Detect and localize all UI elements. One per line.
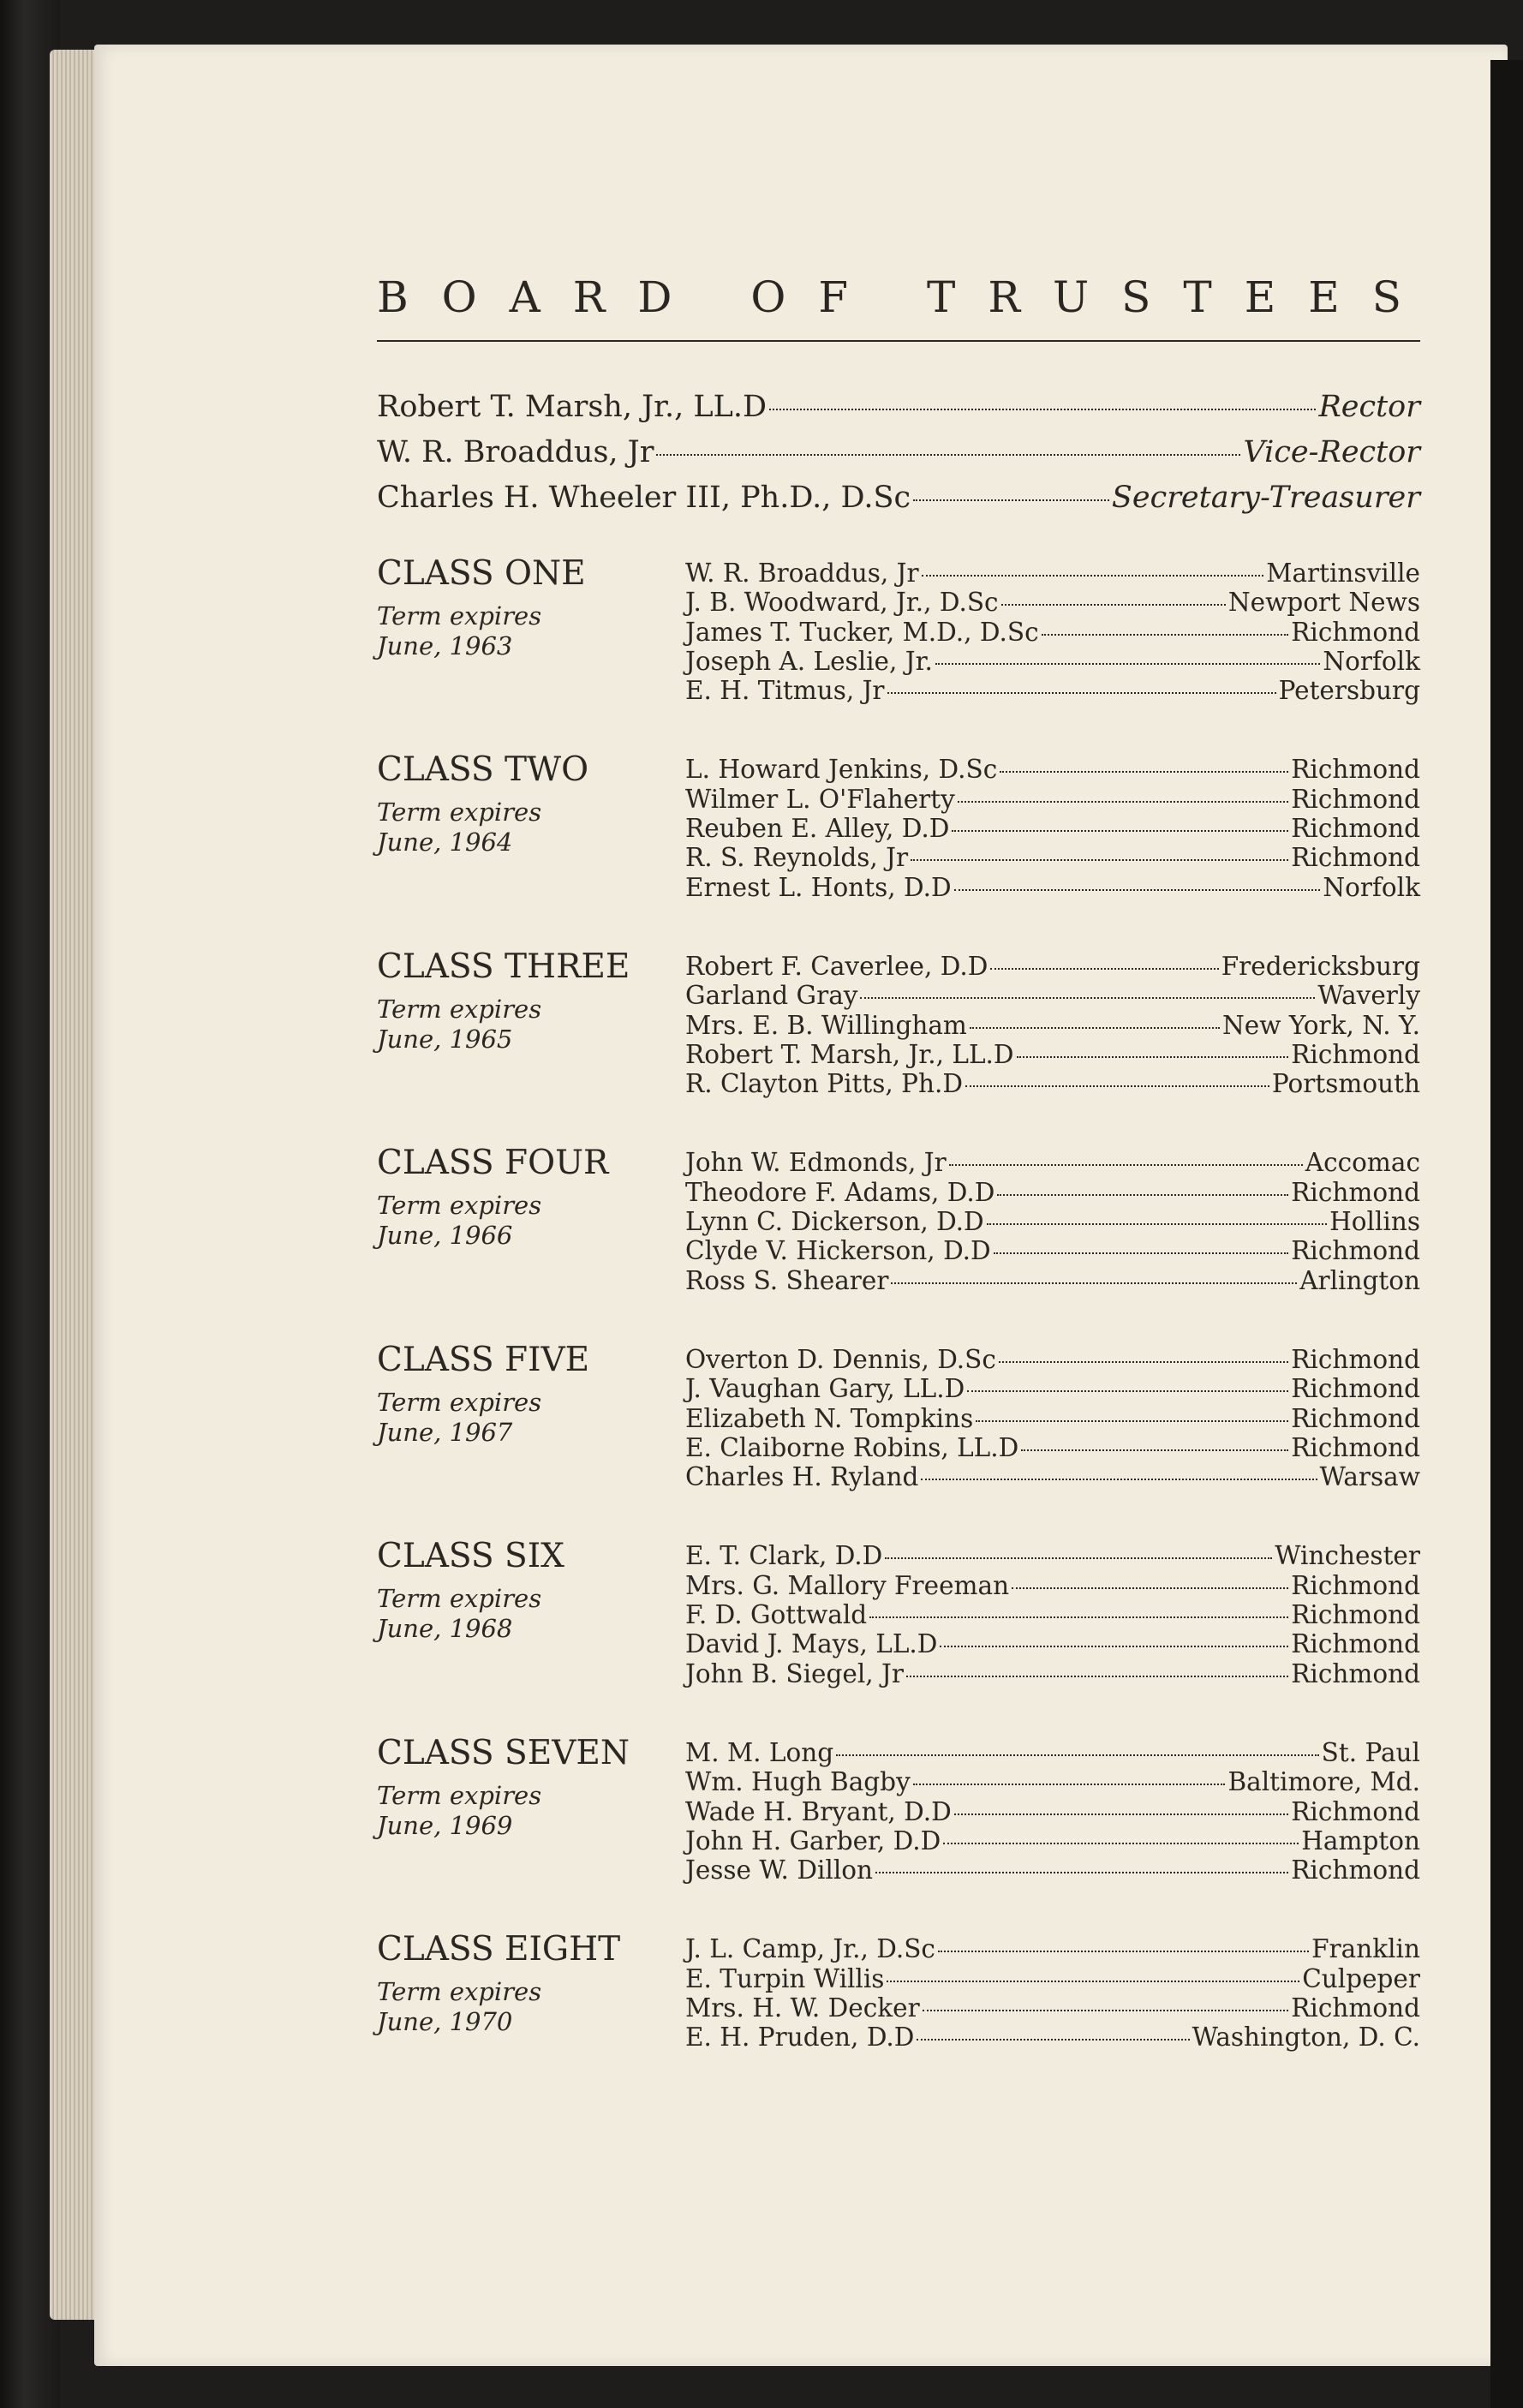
member-name: John H. Garber, D.D [685,1825,941,1855]
member-place: Richmond [1291,1855,1420,1885]
member-name: E. T. Clark, D.D [685,1541,883,1571]
member-name: Wade H. Bryant, D.D [685,1796,952,1826]
term-year: June, 1967 [377,1417,513,1447]
right-page-shadow [1490,60,1523,2408]
dot-leader [913,1784,1226,1785]
member-name: Wilmer L. O'Flaherty [685,784,955,814]
member-name: E. Claiborne Robins, LL.D [685,1432,1019,1462]
member-name: Ernest L. Honts, D.D [685,872,952,902]
class-label [377,750,685,901]
member-row [685,873,1420,902]
member-place: Arlington [1299,1265,1420,1295]
member-place: Hollins [1329,1207,1420,1237]
member-row [685,1964,1420,1993]
officer-role: Secretary-Treasurer [1111,481,1420,515]
dot-leader [906,1676,1288,1677]
term-expires-label: Term expires [377,1780,542,1810]
member-name: Ross S. Shearer [685,1265,889,1295]
member-place: Petersburg [1278,676,1420,706]
officer-role: Rector [1318,390,1420,424]
member-place: Richmond [1291,1658,1420,1688]
term-expires-label: Term expires [377,994,542,1024]
class-name: CLASS ONE [377,554,586,593]
member-name: Wm. Hugh Bagby [685,1767,911,1797]
dot-leader [943,1843,1299,1844]
class-block [377,1536,1420,1688]
member-name: E. Turpin Willis [685,1963,885,1993]
member-name: J. L. Camp, Jr., D.Sc [685,1934,935,1964]
member-row [685,1178,1420,1207]
dot-leader [1017,1056,1289,1058]
member-row [685,1345,1420,1374]
member-place: Martinsville [1266,559,1420,588]
term-expires-label: Term expires [377,798,542,828]
member-row [685,618,1420,647]
page-content [377,272,1434,2097]
member-row [685,814,1420,843]
member-name: Reuben E. Alley, D.D [685,814,950,844]
dot-leader [994,1252,1289,1254]
member-row [685,785,1420,814]
class-name: CLASS SIX [377,1537,564,1576]
dot-leader [891,1282,1297,1284]
term-expires-label: Term expires [377,1584,542,1614]
member-name: Charles H. Ryland [685,1462,919,1492]
member-row [685,843,1420,872]
class-label [377,1536,685,1688]
member-row [685,1855,1420,1885]
dot-leader [1000,771,1288,773]
member-name: R. Clayton Pitts, Ph.D [685,1069,963,1099]
member-row [685,1236,1420,1265]
member-name: Mrs. E. B. Willingham [685,1010,967,1040]
member-row [685,1374,1420,1403]
dot-leader [990,968,1218,970]
member-row [685,1826,1420,1855]
dot-leader [958,801,1288,803]
dot-leader [999,1361,1288,1363]
member-place: Richmond [1291,617,1420,647]
member-row [685,952,1420,981]
term-year: June, 1969 [377,1810,513,1840]
member-row [685,1148,1420,1177]
member-place: Richmond [1291,1796,1420,1826]
members-list [685,1541,1420,1688]
term-expires-label: Term expires [377,1387,542,1417]
member-place: Richmond [1291,1570,1420,1600]
dot-leader [987,1223,1327,1225]
member-row [685,1462,1420,1491]
member-place: Richmond [1291,755,1420,785]
term-year: June, 1968 [377,1614,513,1644]
member-name: Elizabeth N. Tompkins [685,1403,974,1433]
member-place: Fredericksburg [1221,951,1420,981]
members-list [685,559,1420,705]
class-name: CLASS EIGHT [377,1930,621,1969]
member-place: Richmond [1291,1039,1420,1069]
class-block [377,1340,1420,1491]
dot-leader [997,1194,1288,1196]
member-row [685,1797,1420,1826]
member-name: Mrs. G. Mallory Freeman [685,1570,1010,1600]
member-row [685,1767,1420,1796]
officer-row [377,385,1420,430]
member-name: Robert T. Marsh, Jr., LL.D [685,1039,1014,1069]
member-row [685,1011,1420,1040]
class-label [377,1143,685,1294]
class-block [377,947,1420,1098]
member-row [685,559,1420,588]
officers-list [377,385,1420,521]
class-label [377,947,685,1098]
member-place: Norfolk [1323,646,1420,676]
member-row [685,676,1420,705]
dot-leader [769,409,1316,410]
dot-leader [875,1872,1288,1873]
member-name: L. Howard Jenkins, D.Sc [685,755,998,785]
title-rule [377,340,1420,342]
member-row [685,981,1420,1010]
dot-leader [913,499,1109,501]
member-row [685,2023,1420,2052]
member-name: Overton D. Dennis, D.Sc [685,1344,996,1374]
member-place: Richmond [1291,1344,1420,1374]
member-place: Richmond [1291,1177,1420,1207]
class-name: CLASS SEVEN [377,1733,630,1772]
member-name: Theodore F. Adams, D.D [685,1177,995,1207]
dot-leader [911,859,1288,861]
officer-name: Robert T. Marsh, Jr., LL.D [377,390,767,424]
member-row [685,647,1420,676]
member-row [685,1266,1420,1295]
member-place: Richmond [1291,1993,1420,2023]
member-name: Robert F. Caverlee, D.D [685,951,988,981]
term-year: June, 1970 [377,2007,513,2037]
member-place: Richmond [1291,1403,1420,1433]
classes-list [377,553,1420,2052]
member-name: Clyde V. Hickerson, D.D [685,1236,991,1266]
member-place: Franklin [1311,1934,1420,1964]
member-name: Jesse W. Dillon [685,1855,874,1885]
class-label [377,1929,685,2052]
class-block [377,1733,1420,1885]
member-row [685,1600,1420,1629]
class-block [377,1143,1420,1294]
officer-name: Charles H. Wheeler III, Ph.D., D.Sc [377,481,911,515]
member-place: Richmond [1291,1629,1420,1659]
member-row [685,1571,1420,1600]
dot-leader [970,1027,1220,1029]
member-place: Warsaw [1319,1462,1420,1492]
class-block [377,1929,1420,2052]
dot-leader [949,1164,1303,1166]
member-name: J. B. Woodward, Jr., D.Sc [685,588,999,618]
dot-leader [952,830,1288,832]
class-name: CLASS FOUR [377,1144,609,1183]
member-place: New York, N. Y. [1221,1010,1420,1040]
member-row [685,1040,1420,1069]
class-label [377,1733,685,1885]
member-name: J. Vaughan Gary, LL.D [685,1374,965,1404]
member-name: F. D. Gottwald [685,1600,868,1630]
members-list [685,1148,1420,1294]
member-row [685,1069,1420,1098]
member-row [685,1993,1420,2023]
dot-leader [940,1646,1288,1647]
term-year: June, 1963 [377,631,513,660]
member-name: E. H. Titmus, Jr [685,676,885,706]
member-row [685,1207,1420,1236]
members-list [685,1738,1420,1885]
class-block [377,750,1420,901]
member-place: Richmond [1291,1600,1420,1630]
member-place: Richmond [1291,843,1420,873]
member-place: Hampton [1301,1825,1420,1855]
member-place: Richmond [1291,1432,1420,1462]
dot-leader [954,889,1321,891]
class-name: CLASS TWO [377,750,589,790]
member-name: Mrs. H. W. Decker [685,1993,920,2023]
dot-leader [917,2039,1189,2041]
members-list [685,1345,1420,1491]
members-list [685,755,1420,901]
member-place: Newport News [1227,588,1420,618]
dot-leader [869,1616,1288,1618]
member-name: David J. Mays, LL.D [685,1629,938,1659]
member-row [685,1659,1420,1688]
class-name: CLASS FIVE [377,1340,590,1379]
term-year: June, 1965 [377,1024,513,1054]
class-label [377,1340,685,1491]
member-place: Norfolk [1323,872,1420,902]
member-row [685,1629,1420,1658]
member-place: Accomac [1305,1148,1420,1178]
dot-leader [1001,604,1226,606]
member-place: Culpeper [1302,1963,1420,1993]
dot-leader [836,1754,1318,1756]
member-row [685,1404,1420,1433]
member-name: John B. Siegel, Jr [685,1658,904,1688]
dot-leader [887,1981,1299,1982]
member-row [685,1934,1420,1963]
member-place: Richmond [1291,784,1420,814]
dot-leader [935,663,1320,665]
member-name: E. H. Pruden, D.D [685,2023,915,2052]
member-name: John W. Edmonds, Jr [685,1148,947,1178]
member-place: Washington, D. C. [1192,2023,1420,2052]
member-name: W. R. Broaddus, Jr [685,559,919,588]
member-place: Waverly [1317,981,1420,1011]
officer-name: W. R. Broaddus, Jr [377,435,654,469]
member-name: James T. Tucker, M.D., D.Sc [685,617,1039,647]
officer-row [377,430,1420,475]
member-place: Richmond [1291,1374,1420,1404]
dot-leader [954,1813,1288,1815]
dot-leader [860,997,1315,999]
dot-leader [1012,1587,1288,1589]
dot-leader [885,1557,1272,1559]
member-row [685,1433,1420,1462]
term-expires-label: Term expires [377,1977,542,2007]
dot-leader [976,1420,1288,1422]
term-year: June, 1966 [377,1221,513,1251]
dot-leader [1021,1449,1288,1451]
member-name: Lynn C. Dickerson, D.D [685,1207,984,1237]
dot-leader [656,454,1240,456]
dot-leader [887,692,1276,694]
dot-leader [921,1479,1317,1480]
class-block [377,553,1420,705]
member-row [685,1541,1420,1570]
dot-leader [967,1390,1288,1392]
officer-role: Vice-Rector [1243,435,1420,469]
member-row [685,588,1420,617]
dot-leader [965,1085,1269,1087]
officer-row [377,475,1420,521]
member-place: Winchester [1275,1541,1420,1571]
member-row [685,755,1420,784]
page-title: BOARD OF TRUSTEES [377,272,1434,322]
members-list [685,952,1420,1098]
members-list [685,1934,1420,2052]
class-label [377,553,685,705]
member-place: Baltimore, Md. [1227,1767,1420,1797]
term-expires-label: Term expires [377,601,542,630]
dot-leader [1042,634,1289,636]
class-name: CLASS THREE [377,947,630,986]
member-row [685,1738,1420,1767]
member-name: Garland Gray [685,981,858,1011]
member-name: M. M. Long [685,1737,834,1767]
dot-leader [923,2010,1289,2011]
member-place: St. Paul [1321,1737,1420,1767]
member-place: Richmond [1291,814,1420,844]
term-year: June, 1964 [377,828,513,857]
term-expires-label: Term expires [377,1191,542,1221]
dot-leader [938,1951,1309,1952]
member-name: Joseph A. Leslie, Jr. [685,646,933,676]
member-place: Richmond [1291,1236,1420,1266]
member-place: Portsmouth [1271,1069,1420,1099]
dot-leader [922,575,1264,577]
member-name: R. S. Reynolds, Jr [685,843,909,873]
